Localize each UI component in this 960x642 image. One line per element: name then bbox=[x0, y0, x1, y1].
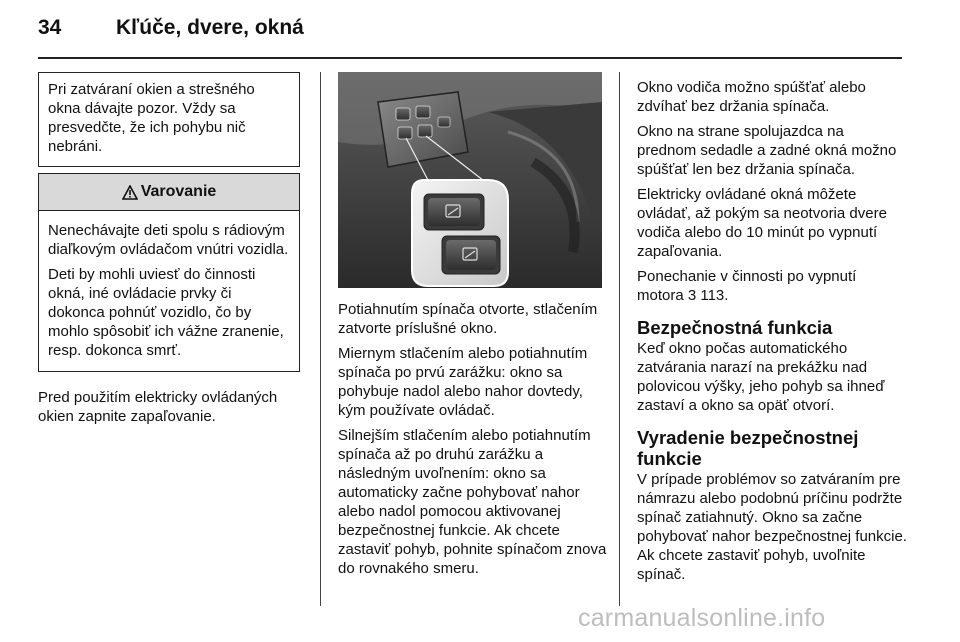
warning-box bbox=[38, 173, 300, 372]
window-switch-photo bbox=[338, 72, 602, 288]
page-header bbox=[0, 0, 960, 62]
body-paragraph: Elektricky ovládané okná môžete ovládať, až pokým sa neotvoria dvere vodiča alebo do 10 minút po vypnutí zapaľovania. bbox=[637, 186, 887, 260]
body-paragraph: Potiahnutím spínača otvorte, stlačením zatvorte príslušné okno. bbox=[338, 301, 598, 337]
column-divider-2 bbox=[619, 72, 620, 606]
ignition-paragraph: Pred použitím elektricky ovládaných okien zapnite zapaľovanie. bbox=[38, 389, 278, 425]
column-divider-1 bbox=[320, 72, 321, 606]
page-reference-paragraph: Ponechanie v činnosti po vypnutí motora 3 113. bbox=[637, 268, 857, 304]
header-divider bbox=[38, 57, 902, 59]
safety-function-heading: Bezpečnostná funkcia bbox=[637, 317, 833, 338]
warning-title: Varovanie bbox=[140, 183, 217, 200]
body-paragraph: Okno na strane spolujazdca na prednom sedadle a zadné okná možno spúšťať len bez držania spínača. bbox=[637, 123, 897, 178]
warning-header bbox=[39, 174, 299, 211]
column-3 bbox=[637, 78, 907, 584]
warning-paragraph: Deti by mohli uviesť do činnosti okná, iné ovládacie prvky či dokonca pohnúť vozidlo, čo by mohlo spôsobiť ich vážne zranenie, resp. dokonca smrť. bbox=[48, 266, 284, 359]
column-2 bbox=[338, 300, 608, 578]
safety-function-text: Keď okno počas automatického zatvárania narazí na prekážku nad polovicou výšky, jeho pohyb sa ihneď zastaví a okno sa opäť otvorí. bbox=[637, 340, 885, 414]
body-paragraph: Miernym stlačením alebo potiahnutím spínača po prvú zarážku: okno sa pohybuje nadol alebo nahor dovtedy, kým používate ovládač. bbox=[338, 345, 588, 419]
body-paragraph: Silnejším stlačením alebo potiahnutím spínača až po druhú zarážku a následným uvoľnením: okno sa automaticky začne pohybovať nahor alebo nadol pomocou aktivovanej bezpečnostnej funkcie. Ak chcete zastaviť pohyb, pohnite spínačom znova do rovnakého smeru. bbox=[338, 427, 607, 577]
warning-paragraph: Nenechávajte deti spolu s rádiovým diaľkovým ovládačom vnútri vozidla. bbox=[48, 222, 289, 258]
watermark: carmanualsonline.info bbox=[578, 604, 826, 632]
warning-triangle-icon bbox=[122, 185, 138, 200]
chapter-title: Kľúče, dvere, okná bbox=[116, 16, 304, 39]
body-paragraph: Okno vodiča možno spúšťať alebo zdvíhať bez držania spínača. bbox=[637, 79, 866, 115]
notice-text: Pri zatváraní okien a strešného okna dávajte pozor. Vždy sa presvedčte, že ich pohybu nič nebráni. bbox=[48, 81, 255, 155]
page-number: 34 bbox=[38, 16, 62, 39]
warning-body bbox=[39, 211, 299, 360]
notice-box bbox=[38, 72, 300, 167]
safety-override-heading: Vyradenie bezpečnostnej funkcie bbox=[637, 427, 859, 469]
safety-override-text: V prípade problémov so zatváraním pre námrazu alebo podobnú príčinu podržte spínač zatiahnutý. Okno sa začne pohybovať nahor bezpečnostnej funkcie. Ak chcete zastaviť pohyb, uvoľnite spínač. bbox=[637, 471, 907, 583]
